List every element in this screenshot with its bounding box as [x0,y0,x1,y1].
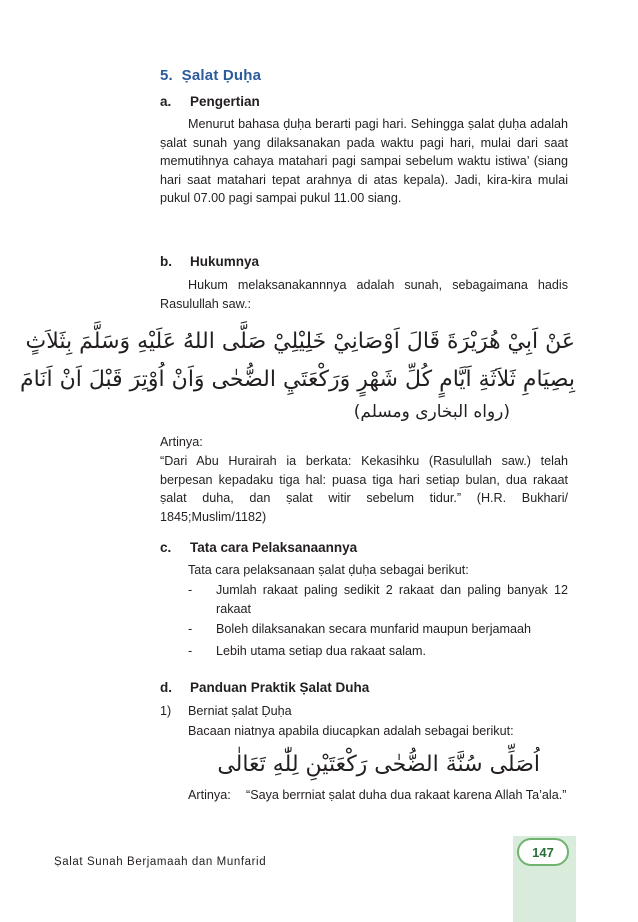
bullet-dash: - [188,644,193,658]
arabic-niat: اُصَلِّى سُنَّةَ الضُّحٰى رَكْعَتَيْنِ لِلّٰهِ تَعَالٰى [217,752,540,777]
subheading-title: Panduan Praktik Ṣalat Duha [190,680,370,695]
section-number: 5. [160,67,173,84]
subheading-title: Pengertian [190,94,260,109]
page-number: 147 [532,844,554,860]
artinya-text-b: “Dari Abu Hurairah ia berkata: Kekasihku (Rasulullah saw.) telah berpesan kepadaku tiga hal: puasa tiga hari setiap bulan, dua rakaat ṣalat duha, dan ṣalat witir sebelum tidur.” (H.R. Bukhari/ 1845;Muslim/1182) [160,454,568,524]
subheading-label: c. [160,540,172,555]
list-item [188,642,568,661]
list-item [188,620,568,639]
running-footer: Ṣalat Sunah Berjamaah dan Munfarid [54,856,267,868]
page-number-badge [517,838,569,866]
subheading-label: a. [160,94,172,109]
section-title: Ṣalat Ḍuḥa [181,67,262,84]
subheading-a [160,94,260,109]
tata-cara-intro: Tata cara pelaksanaan ṣalat ḍuḥa sebagai berikut: [188,563,469,577]
subheading-b [160,254,259,269]
bullet-text: Jumlah rakaat paling sedikit 2 rakaat dan paling banyak 12 rakaat [216,583,568,616]
subheading-label: d. [160,680,172,695]
section-heading [160,67,261,84]
subheading-d [160,680,369,695]
arabic-hadith-line-2: بِصِيَامِ ثَلاَثَةِ اَيَّامٍ كُلِّ شَهْرٍ وَرَكْعَتَيِ الضُّحٰى وَاَنْ اُوْتِرَ قَبْلَ اَنْ اَنَامَ [20,367,575,392]
subheading-title: Tata cara Pelaksanaannya [190,540,358,555]
list-item [188,581,568,619]
subheading-c [160,540,357,555]
bullet-dash: - [188,583,193,597]
paragraph-hukum: Hukum melaksanakannnya adalah sunah, sebagaimana hadis Rasulullah saw.: [160,278,568,311]
bullet-dash: - [188,622,193,636]
artinya-label-d: Artinya: [188,788,231,802]
step-title: Berniat ṣalat Ḍuḥa [188,704,292,718]
subheading-label: b. [160,254,172,269]
arabic-hadith-line-1: عَنْ اَبِيْ هُرَيْرَةَ قَالَ اَوْصَانِيْ خَلِيْلِيْ صَلَّى اللهُ عَلَيْهِ وَسَلَّمَ بِثَلاَثٍ [25,329,575,354]
step-intro: Bacaan niatnya apabila diucapkan adalah sebagai berikut: [188,724,514,738]
arabic-hadith-source: (رواه البخارى ومسلم) [353,402,510,422]
step-number: 1) [160,704,172,718]
bullet-text: Boleh dilaksanakan secara munfarid maupun berjamaah [216,622,532,636]
subheading-title: Hukumnya [190,254,260,269]
bullet-text: Lebih utama setiap dua rakaat salam. [216,644,427,658]
artinya-label-b: Artinya: [160,435,203,449]
artinya-text-d: “Saya berrniat ṣalat duha dua rakaat karena Allah Ta’ala.” [246,788,567,802]
paragraph-pengertian: Menurut bahasa ḍuḥa berarti pagi hari. Sehingga ṣalat ḍuḥa adalah ṣalat sunah yang dilaksanakan pada waktu pagi hari, mulai dari saat memutihnya cahaya matahari pagi sampai sebelum waktu istiwa’ (siang hari saat matahari tepat arahnya di atas kepala). Jadi, kira-kira mulai pukul 07.00 pagi sampai pukul 11.00 siang. [160,117,568,206]
